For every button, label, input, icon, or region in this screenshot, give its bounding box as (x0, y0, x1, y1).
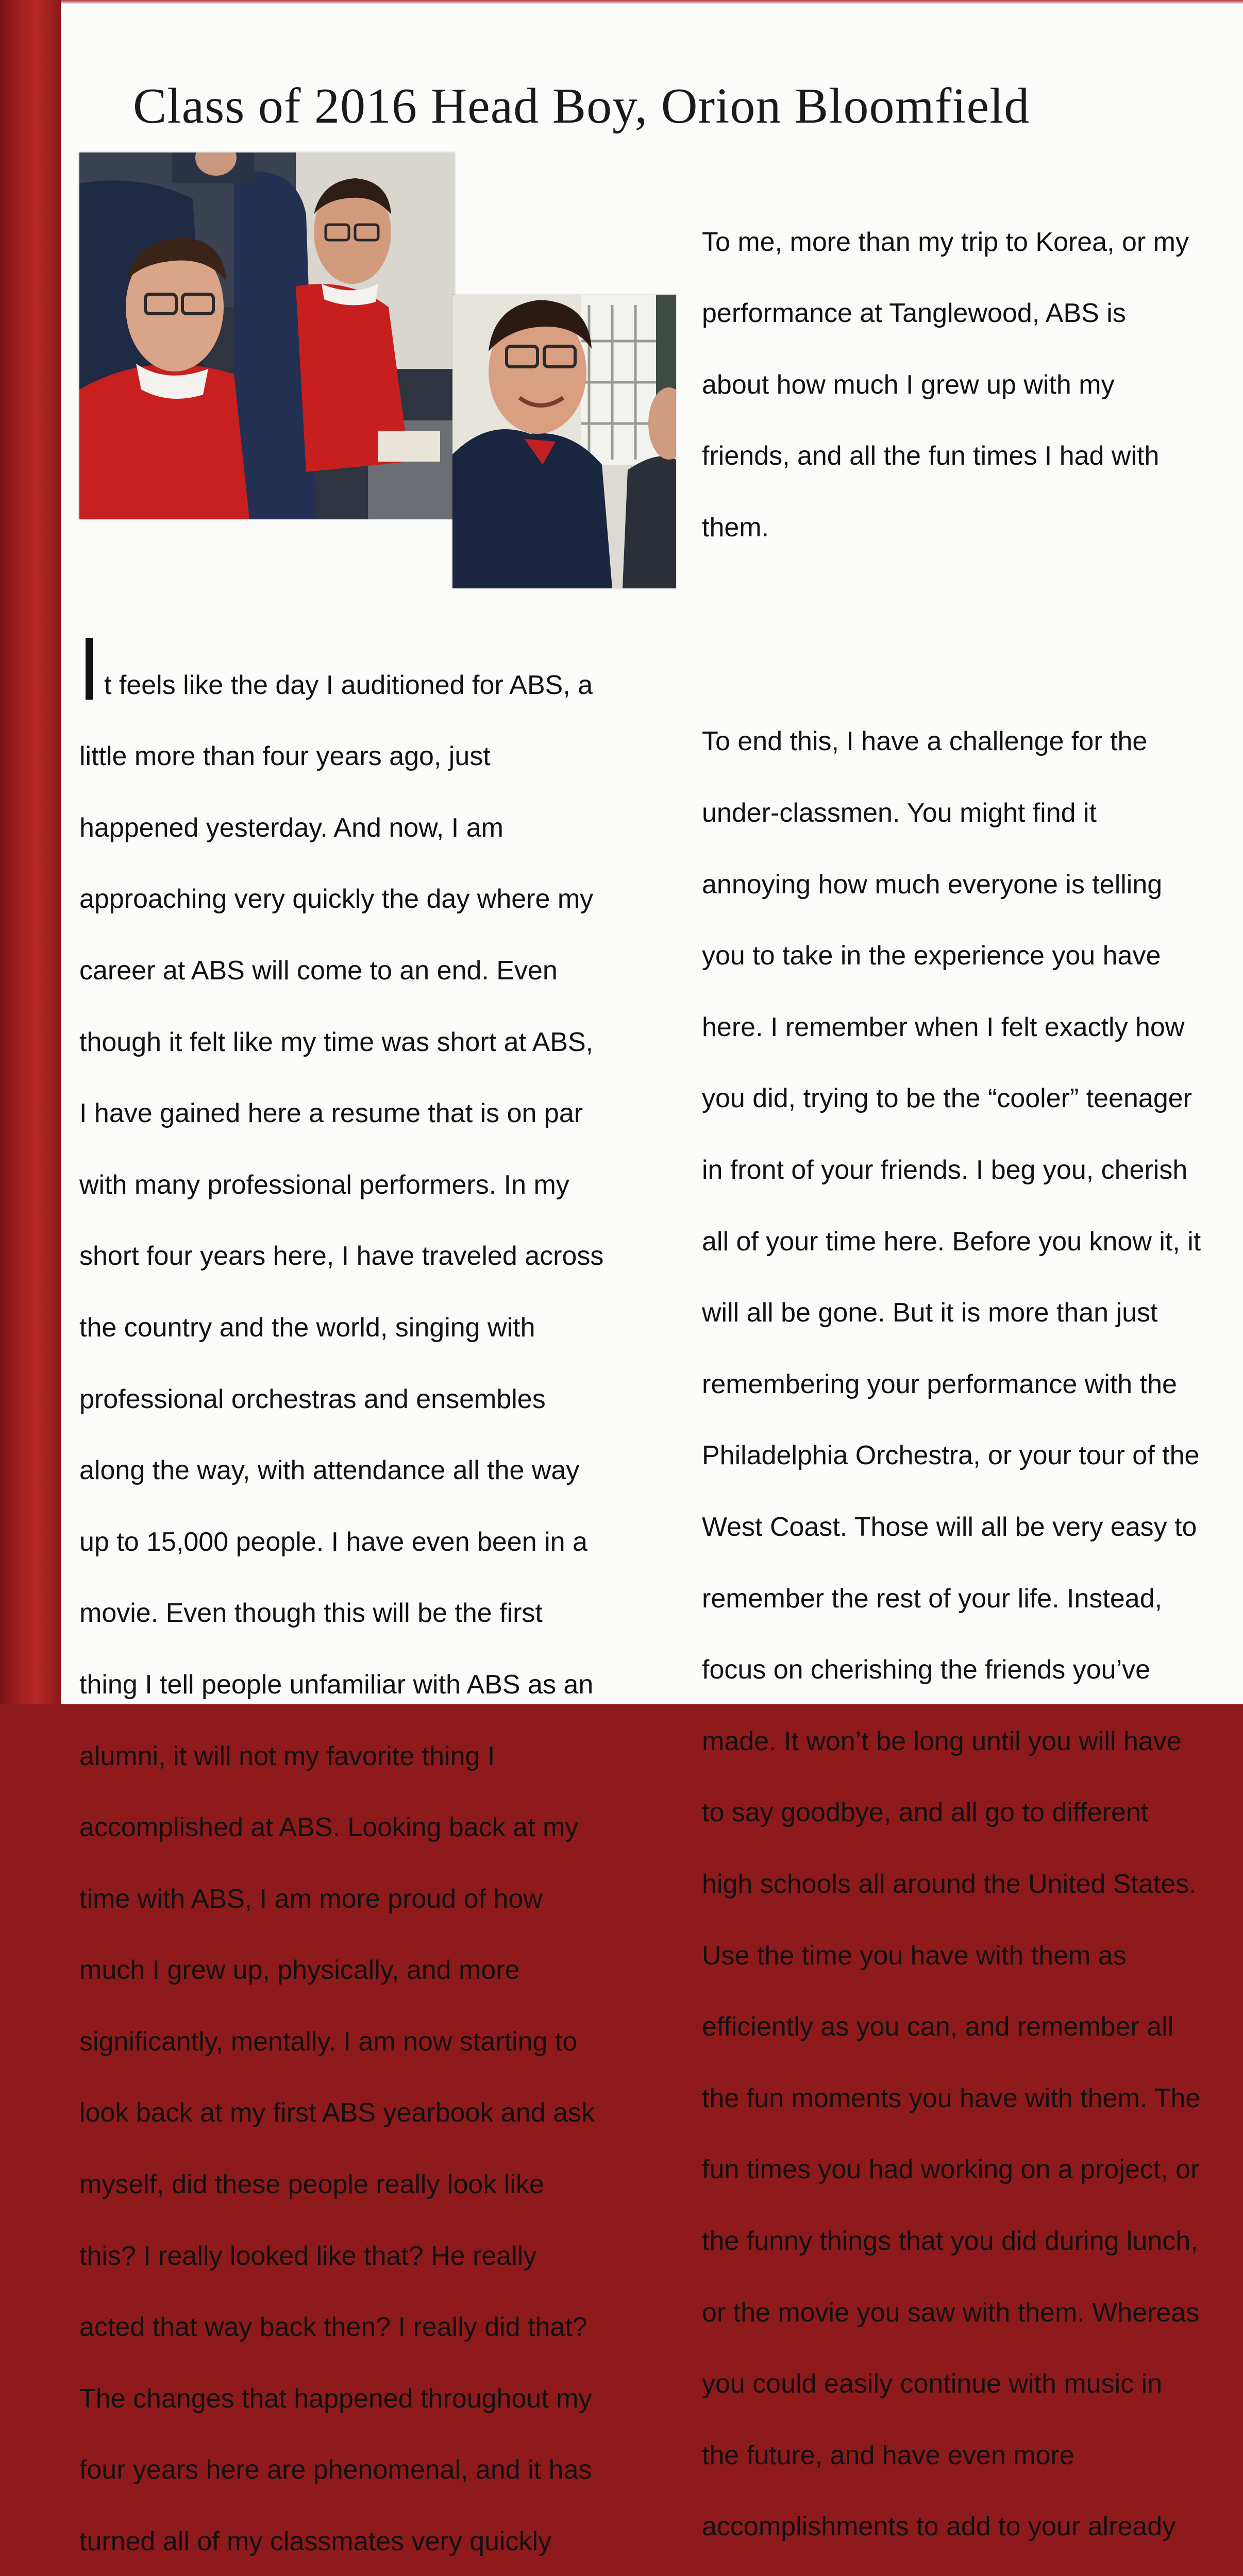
text-line: made. It won’t be long until you will have (702, 1726, 1182, 1756)
text-line: though it felt like my time was short at ABS, (79, 1027, 594, 1057)
text-line: you did, trying to be the “cooler” teenager (702, 1083, 1192, 1114)
text-line: to say goodbye, and all go to different (702, 1798, 1149, 1828)
text-line: thing I tell people unfamiliar with ABS as an (79, 1669, 594, 1700)
text-line: focus on cherishing the friends you’ve (702, 1655, 1151, 1685)
right-column-text (702, 153, 1243, 2576)
text-line: significantly, mentally. I am now starting to (79, 2026, 578, 2057)
boys-on-bus-photo (79, 152, 455, 519)
page-title: Class of 2016 Head Boy, Orion Bloomfield (133, 78, 1030, 134)
text-line: career at ABS will come to an end. Even (79, 955, 558, 986)
text-line: remembering your performance with the (702, 1369, 1177, 1399)
page-top-edge (61, 0, 1243, 4)
text-line: To end this, I have a challenge for the (702, 726, 1148, 757)
boy-outdoors-photo (452, 295, 676, 588)
text-line: little more than four years ago, just (79, 741, 491, 772)
text-line: much I grew up, physically, and more (79, 1955, 520, 1986)
text-line: Philadelphia Orchestra, or your tour of the (702, 1440, 1200, 1471)
text-line: you could easily continue with music in (702, 2369, 1163, 2399)
left-column-text (79, 596, 677, 2576)
text-line: or the movie you saw with them. Whereas (702, 2297, 1200, 2328)
text-line: the country and the world, singing with (79, 1312, 535, 1343)
text-line: with many professional performers. In my (79, 1170, 569, 1200)
paragraph-gap (702, 617, 1243, 653)
text-line: efficiently as you can, and remember all (702, 2012, 1174, 2042)
text-line: look back at my first ABS yearbook and ask (79, 2098, 595, 2128)
text-line: professional orchestras and ensembles (79, 1384, 546, 1414)
text-line: accomplishments to add to your already (702, 2512, 1176, 2542)
book-spine (0, 0, 61, 1704)
paragraph-intro (702, 189, 1243, 581)
text-line: The changes that happened throughout my (79, 2383, 592, 2414)
text-line: alumni, it will not my favorite thing I (79, 1741, 495, 1771)
text-line: friends, and all the fun times I had with (702, 441, 1160, 471)
text-line: I have gained here a resume that is on par (79, 1098, 583, 1129)
paragraph-challenge (702, 688, 1243, 2576)
text-line: Use the time you have with them as (702, 1940, 1127, 1971)
text-line: in front of your friends. I beg you, cherish (702, 1155, 1188, 1185)
text-line: West Coast. Those will all be very easy to (702, 1512, 1197, 1542)
text-line: about how much I grew up with my (702, 369, 1115, 400)
text-line: this? I really looked like that? He really (79, 2241, 537, 2271)
text-line: To me, more than my trip to Korea, or my (702, 227, 1189, 257)
text-line: up to 15,000 people. I have even been in a (79, 1527, 587, 1557)
text-line: along the way, with attendance all the way (79, 1455, 580, 1486)
text-line: you to take in the experience you have (702, 941, 1161, 971)
text-line: annoying how much everyone is telling (702, 869, 1163, 900)
text-line: t feels like the day I auditioned for ABS, a (104, 670, 593, 700)
text-line: the funny things that you did during lunch, (702, 2226, 1198, 2256)
text-line: happened yesterday. And now, I am (79, 812, 503, 843)
text-line: them. (702, 512, 769, 543)
text-line: will all be gone. But it is more than just (702, 1298, 1158, 1328)
text-line: accomplished at ABS. Looking back at my (79, 1812, 579, 1843)
text-line: the future, and have even more (702, 2440, 1074, 2470)
text-line: acted that way back then? I really did that? (79, 2312, 587, 2343)
text-line: time with ABS, I am more proud of how (79, 1884, 543, 1914)
text-line: the fun moments you have with them. The (702, 2083, 1201, 2113)
text-line: all of your time here. Before you know it, it (702, 1226, 1201, 1257)
text-line: approaching very quickly the day where my (79, 884, 594, 914)
text-line: here. I remember when I felt exactly how (702, 1012, 1185, 1042)
text-line: fun times you had working on a project, or (702, 2155, 1200, 2185)
drop-cap-letter-i (86, 638, 93, 700)
text-line: turned all of my classmates very quickly (79, 2527, 552, 2557)
text-line: movie. Even though this will be the first (79, 1598, 543, 1629)
text-line: four years here are phenomenal, and it has (79, 2455, 592, 2485)
text-line: high schools all around the United States. (702, 1869, 1197, 1899)
text-line: short four years here, I have traveled across (79, 1241, 604, 1272)
text-line: myself, did these people really look like (79, 2170, 544, 2200)
text-line: remember the rest of your life. Instead, (702, 1583, 1163, 1614)
text-line: under-classmen. You might find it (702, 798, 1097, 828)
text-line: performance at Tanglewood, ABS is (702, 298, 1126, 329)
